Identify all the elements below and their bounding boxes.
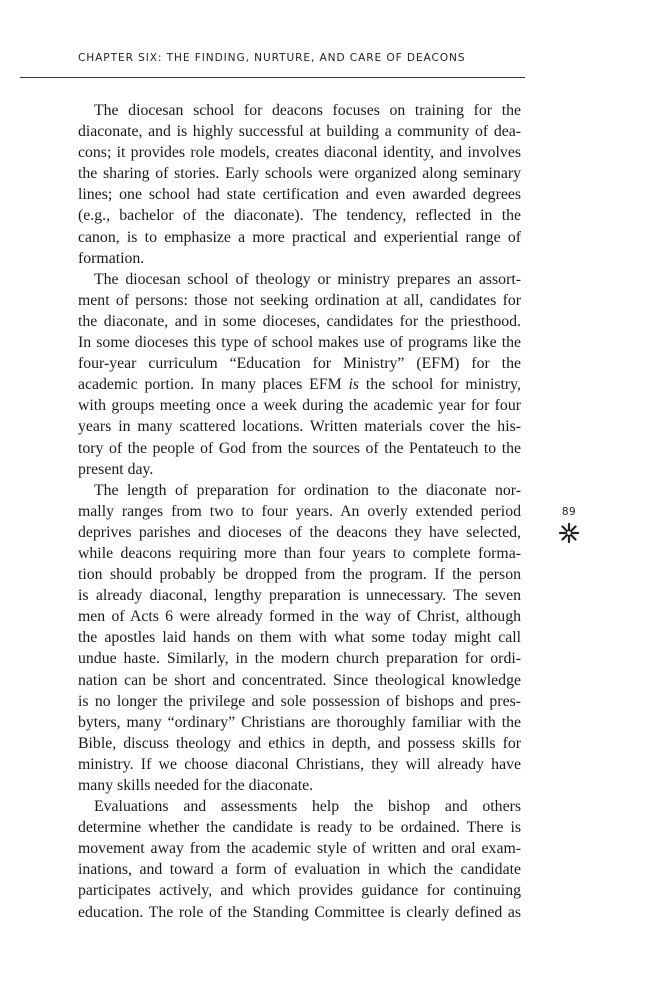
text-line: The length of preparation for ordination to the diaconate nor- — [94, 481, 521, 499]
text-line: mally ranges from two to four years. An overly extended period — [78, 502, 521, 520]
text-line: canon, is to emphasize a more practical and experiential range of — [78, 228, 521, 246]
text-line: inations, and toward a form of evaluation in which the candidate — [78, 861, 521, 879]
text-line: lines; one school had state certification and even awarded degrees — [78, 186, 521, 204]
text-line: is no longer the privilege and sole possession of bishops and pres- — [78, 692, 521, 710]
text-line: education. The role of the Standing Committee is clearly defined as — [78, 903, 521, 921]
text-line: academic portion. In many places EFM is the school for ministry, — [78, 376, 521, 394]
text-line: formation. — [78, 249, 145, 267]
text-line: while deacons requiring more than four years to complete forma- — [78, 544, 521, 562]
text-line: cons; it provides role models, creates diaconal identity, and involves — [78, 144, 521, 162]
text-line: years in many scattered locations. Written materials cover the his- — [78, 418, 521, 436]
text-line: ment of persons: those not seeking ordination at all, candidates for — [78, 291, 521, 309]
text-line: four-year curriculum “Education for Ministry” (EFM) for the — [78, 355, 521, 373]
text-line: many skills needed for the diaconate. — [78, 777, 314, 794]
text-line: byters, many “ordinary” Christians are thoroughly familiar with the — [78, 713, 521, 731]
text-line: movement away from the academic style of written and oral exam- — [78, 840, 521, 858]
text-line: tion should probably be dropped from the program. If the person — [78, 566, 521, 584]
header-rule — [20, 77, 525, 78]
paragraph — [78, 269, 521, 480]
page-number: 89 — [561, 506, 577, 518]
text-line: the diaconate, and in some dioceses, candidates for the priesthood. — [78, 312, 521, 330]
body-text — [78, 100, 521, 923]
text-line: determine whether the candidate is ready to be ordained. There is — [78, 819, 521, 837]
text-line: deprives parishes and dioceses of the deacons they have selected, — [78, 523, 521, 541]
running-head: CHAPTER SIX: THE FINDING, NURTURE, AND CARE OF DEACONS — [78, 52, 466, 64]
text-line: The diocesan school for deacons focuses on training for the — [94, 102, 521, 119]
text-line: Evaluations and assessments help the bishop and others — [94, 798, 521, 816]
text-line: the sharing of stories. Early schools were organized along seminary — [78, 165, 521, 183]
text-line: ministry. If we choose diaconal Christians, they will already have — [78, 755, 521, 773]
paragraph — [78, 480, 521, 796]
text-line: (e.g., bachelor of the diaconate). The tendency, reflected in the — [78, 207, 521, 225]
text-line: nation can be short and concentrated. Since theological knowledge — [78, 671, 521, 689]
text-line: present day. — [78, 460, 154, 478]
text-line: In some dioceses this type of school makes use of programs like the — [78, 334, 521, 352]
paragraph — [78, 796, 521, 923]
asterisk-cross-ornament-icon — [557, 521, 581, 545]
paragraph — [78, 100, 521, 269]
text-line: Bible, discuss theology and ethics in depth, and possess skills for — [78, 734, 521, 752]
text-line: the apostles laid hands on them with what some today might call — [78, 629, 521, 647]
text-line: men of Acts 6 were already formed in the way of Christ, although — [78, 608, 521, 626]
text-line: tory of the people of God from the sources of the Pentateuch to the — [78, 439, 521, 457]
text-line: The diocesan school of theology or ministry prepares an assort- — [94, 270, 521, 288]
text-line: diaconate, and is highly successful at building a community of dea- — [78, 123, 521, 141]
text-line: is already diaconal, lengthy preparation is unnecessary. The seven — [78, 587, 521, 605]
text-line: undue haste. Similarly, in the modern church preparation for ordi- — [78, 650, 521, 668]
text-line: with groups meeting once a week during the academic year for four — [78, 397, 521, 415]
text-line: participates actively, and which provides guidance for continuing — [78, 882, 521, 900]
